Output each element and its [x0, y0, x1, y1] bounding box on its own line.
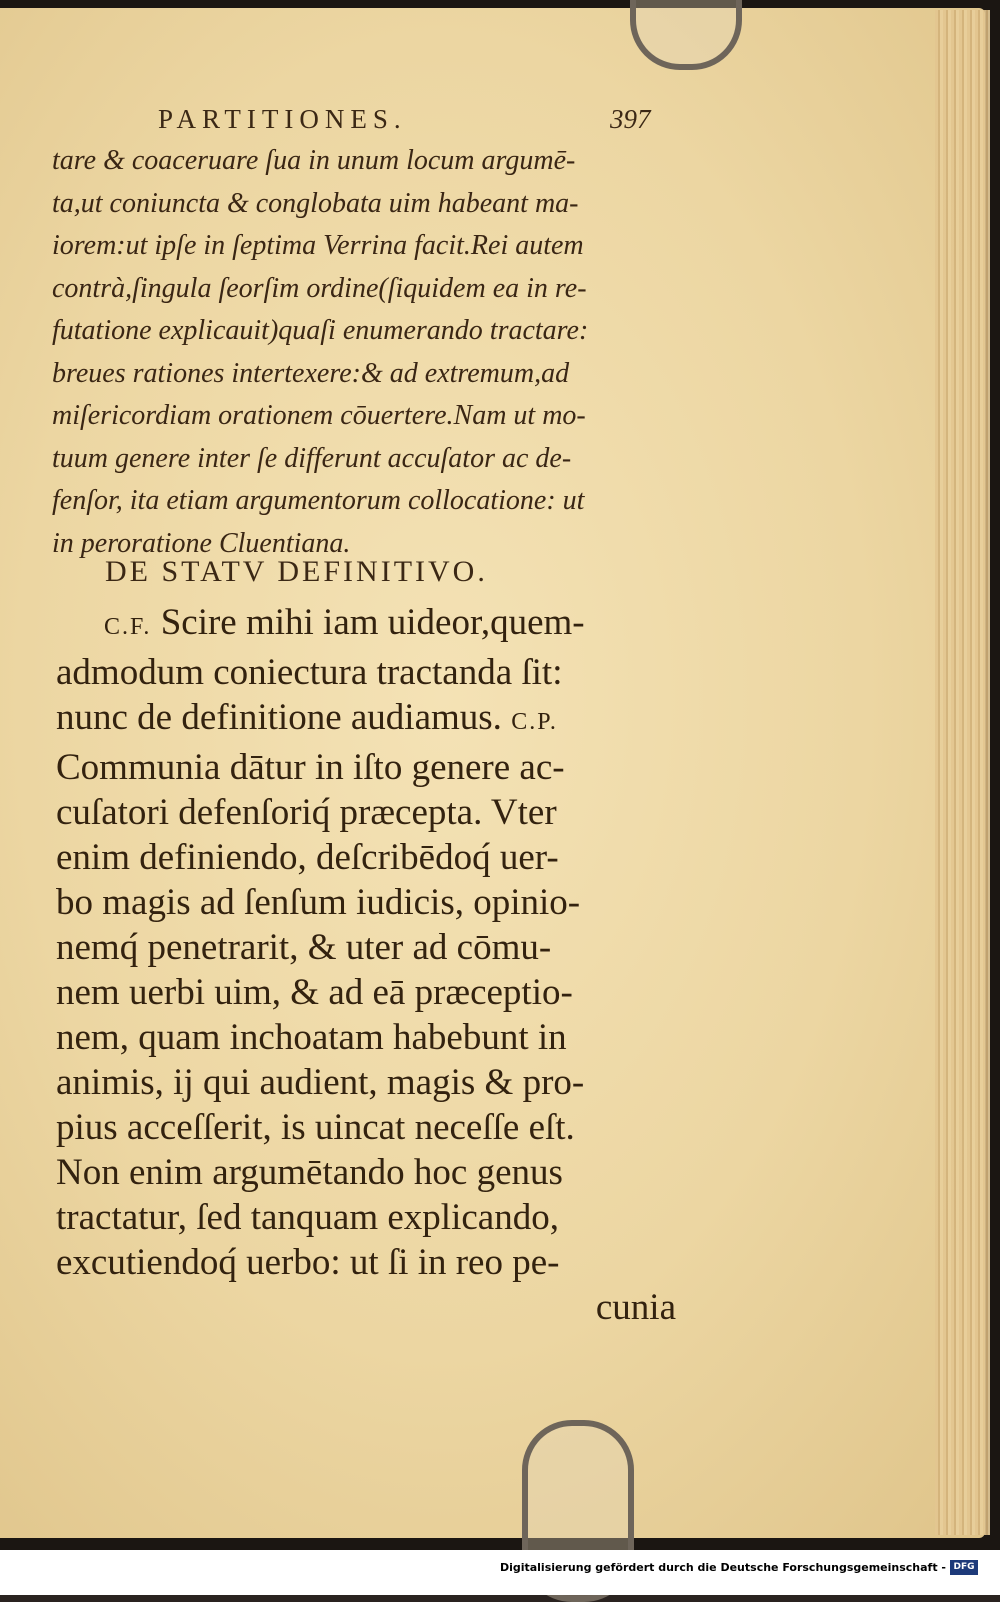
text-line: miſericordiam orationem cōuertere.Nam ut mo- — [52, 400, 586, 431]
text-line: futatione explicauit)quaſi enumerando tractare: — [52, 315, 589, 346]
text-line: nem uerbi uim, & ad eā præceptio- — [56, 972, 573, 1013]
text-line: animis, ij qui audient, magis & pro- — [56, 1062, 585, 1103]
line-text: Scire mihi iam uideor,quem- — [160, 602, 585, 643]
text-line — [56, 600, 676, 650]
text-line: tuum genere inter ſe differunt accuſator ac de- — [52, 442, 572, 474]
page-header — [158, 100, 678, 140]
text-line: fenſor, ita etiam argumentorum collocatione: ut — [52, 485, 585, 516]
text-line: ta,ut coniuncta & conglobata uim habeant ma- — [52, 187, 579, 219]
text-line: Non enim argumētando hoc genus — [56, 1152, 563, 1193]
text-line: tare & coaceruare ſua in unum locum argumē- — [52, 145, 576, 176]
text-line: Communia dātur in iſto genere ac- — [56, 747, 565, 788]
text-line: iorem:ut ipſe in ſeptima Verrina facit.Rei autem — [52, 230, 584, 261]
text-line: excutiendoq́ uerbo: ut ſi in reo pe- — [56, 1242, 560, 1283]
running-title: PARTITIONES. — [158, 104, 407, 134]
italic-paragraph — [52, 140, 672, 565]
catchword: cunia — [595, 1287, 676, 1328]
line-text: nunc de definitione audiamus. — [56, 697, 502, 738]
text-line: contrà,ſingula ſeorſim ordine(ſiquidem ea in re- — [52, 272, 587, 304]
dialogue-paragraph — [56, 600, 676, 1330]
funding-credit: Digitalisierung gefördert durch die Deutsche Forschungsgemeinschaft - — [499, 1561, 946, 1574]
text-line: breues rationes intertexere:& ad extremum,ad — [52, 357, 570, 389]
dfg-logo: DFG — [950, 1560, 978, 1575]
text-line — [56, 695, 676, 745]
speaker-label: C.P. — [511, 709, 558, 735]
page-number: 397 — [610, 104, 651, 134]
text-line: in peroratione Cluentiana. — [52, 527, 351, 559]
text-line: nem, quam inchoatam habebunt in — [56, 1017, 567, 1058]
page-edges — [935, 10, 990, 1535]
section-heading: DE STATV DEFINITIVO. — [105, 555, 488, 588]
speaker-label: C.F. — [104, 614, 152, 640]
text-line: cuſatori defenſoriq́ præcepta. Vter — [56, 792, 557, 833]
text-line: tractatur, ſed tanquam explicando, — [56, 1197, 559, 1238]
text-line: bo magis ad ſenſum iudicis, opinio- — [56, 882, 581, 923]
text-line: admodum coniectura tractanda ſit: — [56, 652, 563, 693]
text-line: nemq́ penetrarit, & uter ad cōmu- — [56, 927, 552, 968]
text-line: enim definiendo, deſcribēdoq́ uer- — [56, 837, 559, 878]
text-line: pius acceſſerit, is uincat neceſſe eſt. — [56, 1107, 575, 1148]
